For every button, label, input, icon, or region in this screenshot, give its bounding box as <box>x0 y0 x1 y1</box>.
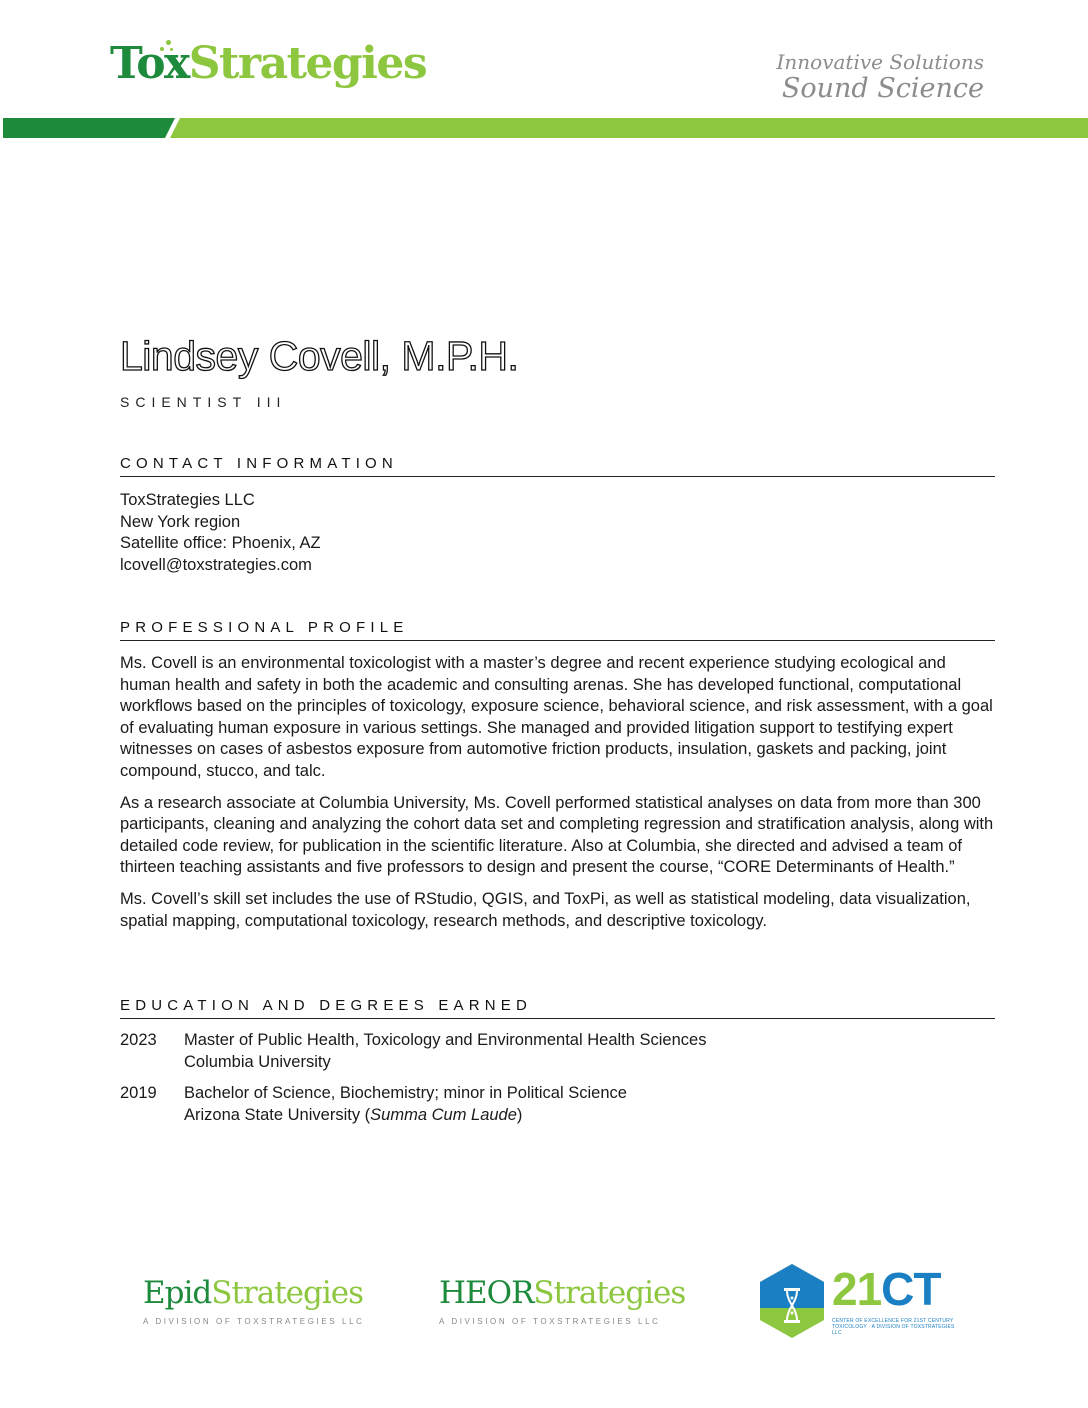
education-heading: EDUCATION AND DEGREES EARNED <box>120 997 995 1019</box>
contact-block <box>120 490 995 576</box>
school-name: Arizona State University <box>184 1105 361 1124</box>
contact-section <box>120 455 995 576</box>
tagline <box>777 50 985 104</box>
tagline-line2: Sound Science <box>781 73 984 104</box>
profile-heading: PROFESSIONAL PROFILE <box>120 619 995 641</box>
logo-part-strategies: Strategies <box>188 38 427 89</box>
person-title: SCIENTIST III <box>120 394 287 410</box>
profile-paragraph: Ms. Covell is an environmental toxicologist with a master’s degree and recent experience studying ecological and human health and safety in both the academic and consulting arenas. She has developed functional, computational workflows based on the principles of toxicology, exposure science, behavioral science, and risk assessment, with a goal of evaluating human exposure in various settings. She managed and provided litigation support to testifying expert witnesses on cases of asbestos exposure from automotive friction products, insulation, gaskets and packing, joint compound, stucco, and talc. <box>120 654 993 780</box>
person-name: Lindsey Covell, M.P.H. <box>120 333 519 379</box>
epid-part1: Epid <box>143 1275 212 1311</box>
education-year: 2019 <box>120 1084 157 1103</box>
profile-paragraph: Ms. Covell’s skill set includes the use of RStudio, QGIS, and ToxPi, as well as statistical modeling, data visualization, spatial mapping, computational toxicology, research methods, and descriptive toxicology. <box>120 889 971 930</box>
tagline-line1: Innovative Solutions <box>776 50 984 74</box>
profile-section <box>120 619 995 932</box>
heor-subtitle: A DIVISION OF TOXSTRATEGIES LLC <box>439 1317 661 1326</box>
contact-company: ToxStrategies LLC <box>120 491 255 509</box>
contact-email[interactable]: lcovell@toxstrategies.com <box>120 555 312 574</box>
contact-region: New York region <box>120 512 241 531</box>
21ct-number: 21 <box>832 1263 882 1315</box>
header-color-band <box>3 118 1088 138</box>
education-entry <box>120 1030 995 1073</box>
education-degree: Master of Public Health, Toxicology and Environmental Health Sciences <box>184 1031 707 1049</box>
heor-part2: Strategies <box>533 1275 686 1311</box>
education-section <box>120 997 995 1126</box>
school-honor: Summa Cum Laude <box>370 1105 517 1124</box>
profile-paragraph: As a research associate at Columbia University, Ms. Covell performed statistical analyses on data from more than 300 participants, cleaning and analyzing the cohort data set and completing regression and stratification analysis, along with detailed code review, for publication in the scientific literature. Also at Columbia, she directed and advised a team of thirteen teaching assistants and five professors to design and present the course, “CORE Determinants of Health.” <box>120 793 994 877</box>
heor-part1: HEOR <box>439 1275 534 1311</box>
education-school <box>184 1105 627 1127</box>
profile-text <box>120 653 995 932</box>
school-name: Columbia University <box>184 1052 331 1071</box>
epid-part2: Strategies <box>211 1275 364 1311</box>
toxstrategies-logo <box>110 38 427 89</box>
21ct-wordmark <box>832 1263 941 1315</box>
contact-heading: CONTACT INFORMATION <box>120 455 995 477</box>
epidstrategies-logo <box>143 1275 365 1326</box>
logo-part-tox: Tox <box>110 38 189 89</box>
education-degree: Bachelor of Science, Biochemistry; minor in Political Science <box>184 1084 627 1103</box>
21ct-logo <box>758 1262 958 1342</box>
21ct-letters: CT <box>881 1263 941 1315</box>
epid-subtitle: A DIVISION OF TOXSTRATEGIES LLC <box>143 1317 365 1326</box>
education-school <box>184 1052 706 1074</box>
honor-open: ( <box>360 1105 371 1124</box>
education-year: 2023 <box>120 1031 157 1049</box>
heorstrategies-logo <box>439 1275 686 1326</box>
contact-office: Satellite office: Phoenix, AZ <box>120 534 321 553</box>
education-entry <box>120 1083 995 1126</box>
21ct-subtitle: CENTER OF EXCELLENCE FOR 21ST CENTURY TOXICOLOGY · A DIVISION OF TOXSTRATEGIES LLC <box>832 1318 955 1336</box>
honor-close: ) <box>516 1105 523 1124</box>
21ct-hexagon-icon <box>758 1262 826 1340</box>
